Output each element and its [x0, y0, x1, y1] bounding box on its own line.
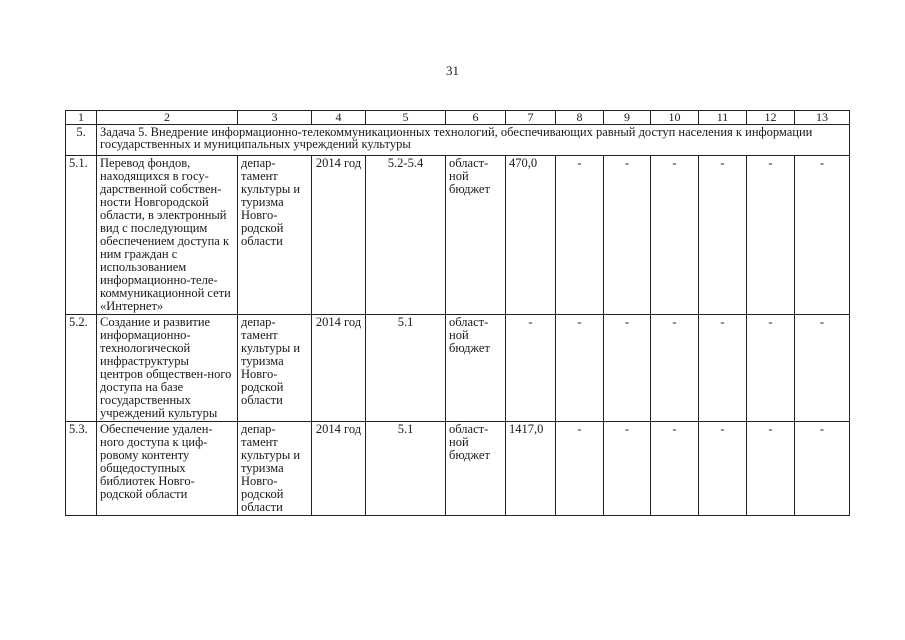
- task-row: [66, 125, 850, 156]
- row-number: 5.1.: [66, 156, 97, 315]
- value-cell: -: [651, 422, 699, 516]
- column-number: 7: [506, 111, 556, 125]
- column-number: 3: [238, 111, 312, 125]
- activity-cell: Перевод фондов, находящихся в госу-дарственной собствен-ности Новгородской области, в электронный вид с последующим обеспечением доступа к ним граждан с использованием информационно-теле-коммуникационной сети «Интернет»: [97, 156, 238, 315]
- source-cell: област-ной бюджет: [446, 315, 506, 422]
- column-number: 10: [651, 111, 699, 125]
- table-row: [66, 156, 850, 315]
- column-number: 9: [604, 111, 651, 125]
- indicator-cell: 5.2-5.4: [366, 156, 446, 315]
- value-cell: -: [604, 315, 651, 422]
- executor-cell: депар-тамент культуры и туризма Новго-родской области: [238, 156, 312, 315]
- year-cell: 2014 год: [312, 315, 366, 422]
- value-cell: -: [795, 422, 850, 516]
- column-number-row: [66, 111, 850, 125]
- value-cell: -: [604, 422, 651, 516]
- executor-cell: депар-тамент культуры и туризма Новго-родской области: [238, 315, 312, 422]
- column-number: 8: [556, 111, 604, 125]
- value-cell: -: [699, 422, 747, 516]
- activities-table: [65, 110, 850, 516]
- task-text: Задача 5. Внедрение информационно-телекоммуникационных технологий, обеспечивающих равный доступ населения к информации государственных и муниципальных учреждений культуры: [97, 125, 850, 156]
- activity-cell: Обеспечение удален-ного доступа к циф-ровому контенту общедоступных библиотек Новго-родской области: [97, 422, 238, 516]
- value-cell: -: [795, 315, 850, 422]
- column-number: 5: [366, 111, 446, 125]
- table-row: [66, 315, 850, 422]
- task-number: 5.: [66, 125, 97, 156]
- row-number: 5.3.: [66, 422, 97, 516]
- indicator-cell: 5.1: [366, 422, 446, 516]
- executor-cell: депар-тамент культуры и туризма Новго-родской области: [238, 422, 312, 516]
- amount-cell: 470,0: [506, 156, 556, 315]
- value-cell: -: [699, 156, 747, 315]
- column-number: 1: [66, 111, 97, 125]
- amount-cell: 1417,0: [506, 422, 556, 516]
- value-cell: -: [747, 315, 795, 422]
- value-cell: -: [795, 156, 850, 315]
- value-cell: -: [556, 315, 604, 422]
- value-cell: -: [604, 156, 651, 315]
- activity-cell: Создание и развитие информационно-технологической инфраструктуры центров обществен-ного доступа на базе государственных учреждений культуры: [97, 315, 238, 422]
- source-cell: област-ной бюджет: [446, 422, 506, 516]
- year-cell: 2014 год: [312, 422, 366, 516]
- value-cell: -: [747, 156, 795, 315]
- value-cell: -: [651, 315, 699, 422]
- column-number: 2: [97, 111, 238, 125]
- indicator-cell: 5.1: [366, 315, 446, 422]
- value-cell: -: [747, 422, 795, 516]
- column-number: 11: [699, 111, 747, 125]
- column-number: 13: [795, 111, 850, 125]
- column-number: 12: [747, 111, 795, 125]
- value-cell: -: [651, 156, 699, 315]
- value-cell: -: [556, 422, 604, 516]
- value-cell: -: [556, 156, 604, 315]
- row-number: 5.2.: [66, 315, 97, 422]
- value-cell: -: [699, 315, 747, 422]
- page-number: 31: [446, 63, 459, 78]
- amount-cell: -: [506, 315, 556, 422]
- column-number: 6: [446, 111, 506, 125]
- year-cell: 2014 год: [312, 156, 366, 315]
- table-row: [66, 422, 850, 516]
- source-cell: област-ной бюджет: [446, 156, 506, 315]
- column-number: 4: [312, 111, 366, 125]
